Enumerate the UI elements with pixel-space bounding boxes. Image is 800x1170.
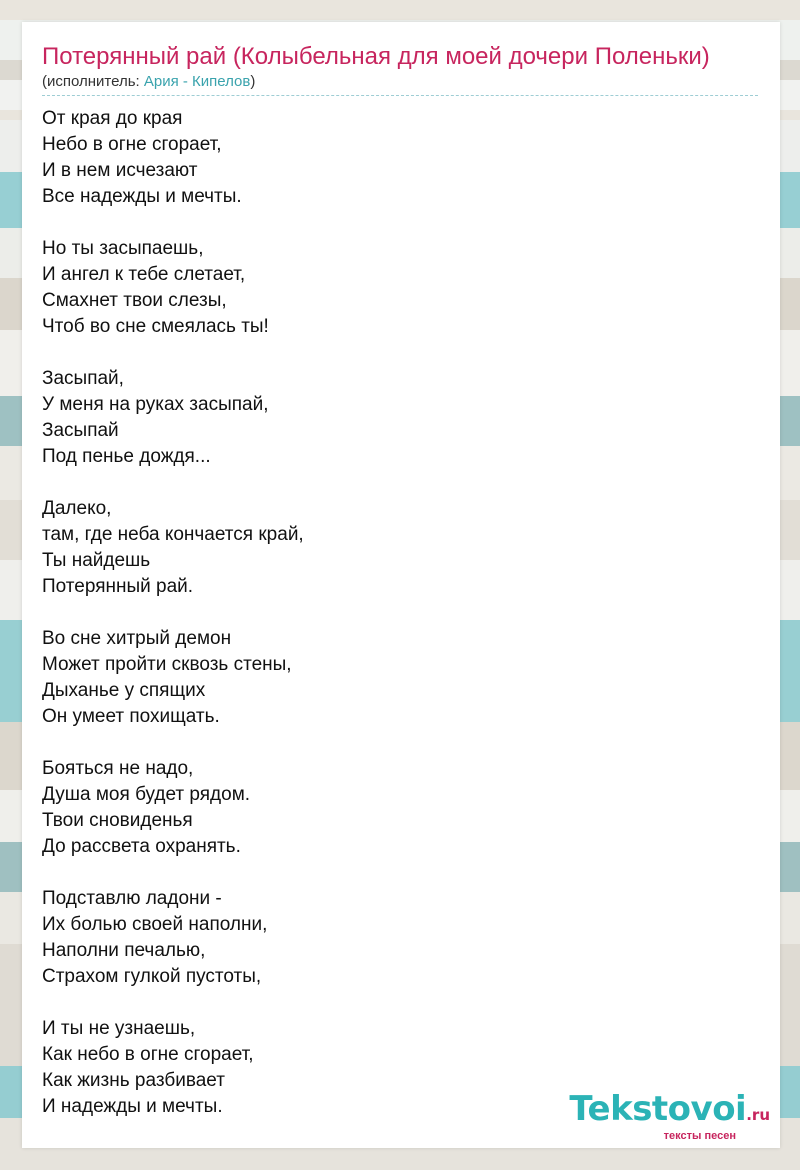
lyrics-line: Дыханье у спящих: [42, 680, 206, 701]
lyrics-line: Душа моя будет рядом.: [42, 784, 251, 805]
performer-prefix: (исполнитель:: [42, 73, 144, 90]
lyrics-stanza: [42, 756, 760, 860]
logo-name: Tekstovoi: [569, 1089, 747, 1129]
lyrics-line: У меня на руках засыпай,: [42, 394, 269, 415]
lyrics-line: Под пенье дождя...: [42, 446, 211, 467]
lyrics-line: И ангел к тебе слетает,: [42, 264, 246, 285]
performer-suffix: ): [250, 73, 256, 90]
lyrics-line: Засыпай: [42, 420, 119, 441]
performer-line: [42, 72, 758, 96]
logo-wordmark: [569, 1091, 770, 1133]
lyrics-line: Все надежды и мечты.: [42, 186, 242, 207]
lyrics-line: Чтоб во сне смеялась ты!: [42, 316, 269, 337]
lyrics-card: [22, 22, 780, 1148]
lyrics-line: И надежды и мечты.: [42, 1096, 223, 1117]
lyrics-line: Потерянный рай.: [42, 576, 194, 597]
lyrics-line: До рассвета охранять.: [42, 836, 241, 857]
lyrics-line: Он умеет похищать.: [42, 706, 220, 727]
performer-link[interactable]: Ария - Кипелов: [143, 73, 251, 90]
lyrics-line: Может пройти сквозь стены,: [42, 654, 292, 675]
lyrics-line: Как жизнь разбивает: [42, 1070, 225, 1091]
song-title: Потерянный рай (Колыбельная для моей дочери Поленьки): [42, 43, 710, 70]
lyrics-line: Но ты засыпаешь,: [42, 238, 204, 259]
lyrics-line: Их болью своей наполни,: [42, 914, 268, 935]
lyrics-stanza: [42, 886, 760, 990]
lyrics-line: Во сне хитрый демон: [42, 628, 232, 649]
lyrics-line: От края до края: [42, 108, 183, 129]
logo-subtitle: тексты песен: [663, 1130, 736, 1142]
lyrics-line: Твои сновиденья: [42, 810, 193, 831]
lyrics-line: Бояться не надо,: [42, 758, 194, 779]
logo-tld: .ru: [746, 1106, 770, 1124]
lyrics-line: Далеко,: [42, 498, 112, 519]
lyrics-line: Смахнет твои слезы,: [42, 290, 227, 311]
lyrics-line: И ты не узнаешь,: [42, 1018, 196, 1039]
lyrics-stanza: [42, 496, 760, 600]
lyrics-line: там, где неба кончается край,: [42, 524, 304, 545]
lyrics-line: Ты найдешь: [42, 550, 151, 571]
lyrics-line: Страхом гулкой пустоты,: [42, 966, 262, 987]
lyrics-line: Небо в огне сгорает,: [42, 134, 222, 155]
lyrics-line: Как небо в огне сгорает,: [42, 1044, 254, 1065]
lyrics-body: [42, 106, 760, 1120]
lyrics-line: И в нем исчезают: [42, 160, 198, 181]
lyrics-line: Засыпай,: [42, 368, 124, 389]
site-logo[interactable]: [569, 1091, 770, 1142]
lyrics-stanza: [42, 366, 760, 470]
lyrics-line: Подставлю ладони -: [42, 888, 222, 909]
lyrics-stanza: [42, 106, 760, 210]
lyrics-line: Наполни печалью,: [42, 940, 206, 961]
lyrics-stanza: [42, 626, 760, 730]
lyrics-stanza: [42, 236, 760, 340]
